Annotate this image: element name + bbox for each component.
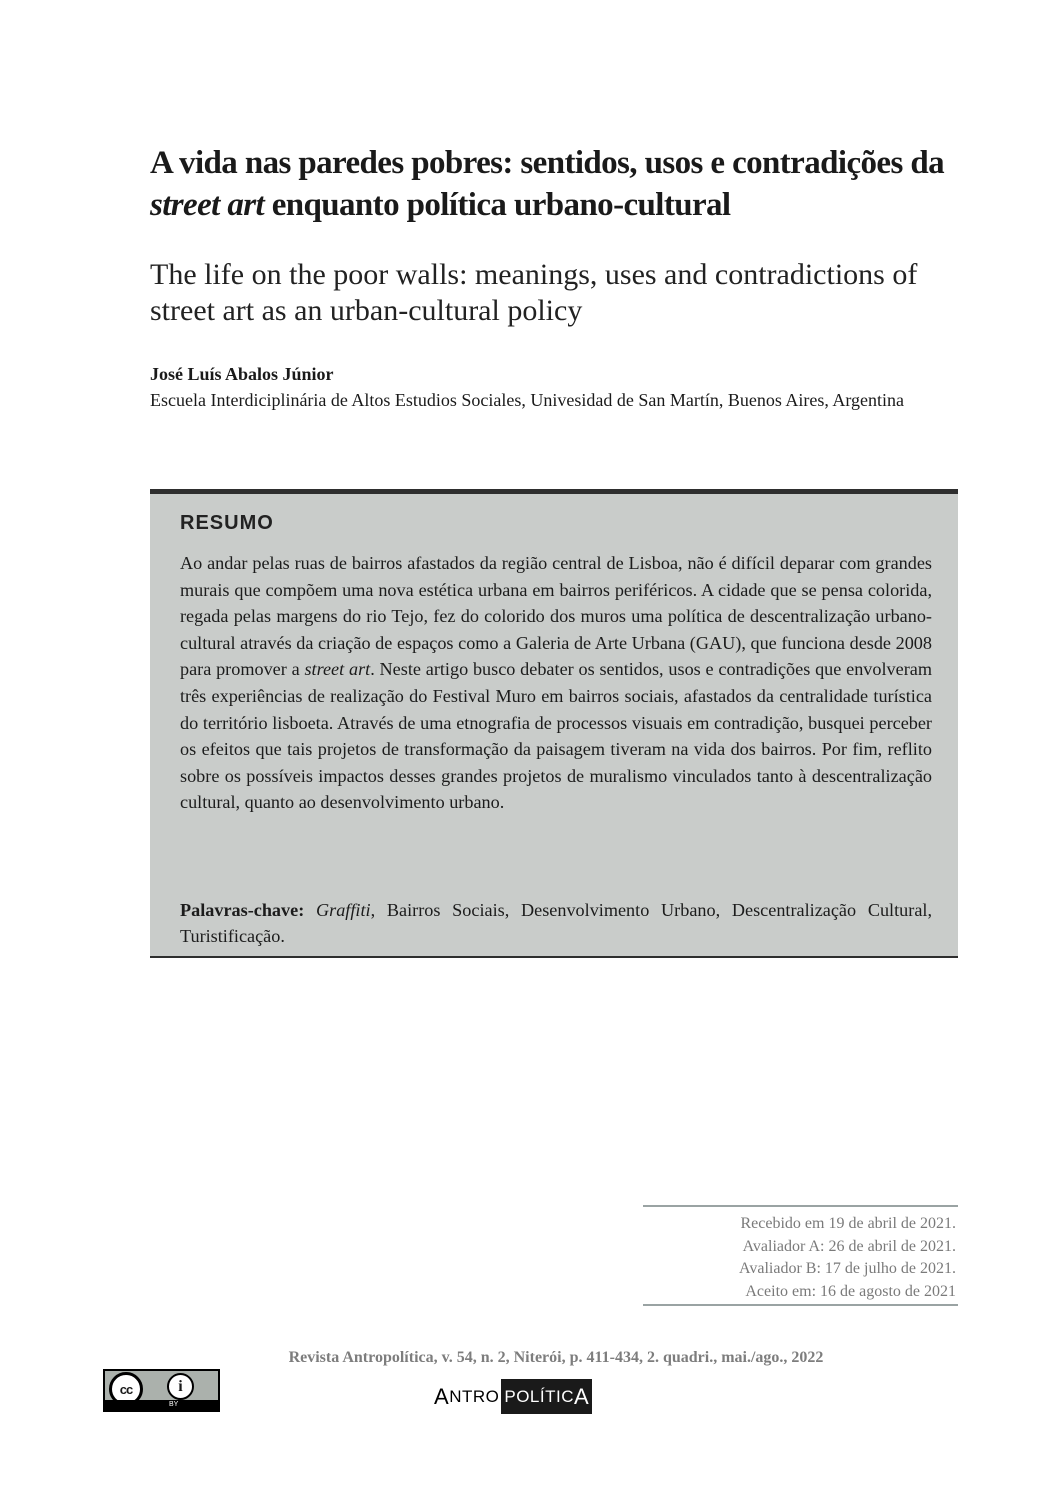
abstract-box bbox=[150, 489, 958, 958]
keywords-rest: , Bairros Sociais, Desenvolvimento Urbano, Descentralização Cultural, Turistificação. bbox=[180, 900, 932, 946]
date-received: Recebido em 19 de abril de 2021. bbox=[740, 1215, 956, 1232]
antropolitica-logo bbox=[432, 1379, 592, 1414]
abstract-text-part2: . Neste artigo busco debater os sentidos, usos e contradições que envolveram três experiências de realização do Festival Muro em bairros sociais, afastados da centralidade turística do território lisboeta. Através de uma etnografia de processos visuais em contradição, busquei perceber os efeitos que tais projetos de transformação da paisagem tiveram na vida dos bairros. Por fim, reflito sobre os possíveis impactos desses grandes projetos de muralismo vinculados tanto à descentralização cultural, quanto ao desenvolvimento urbano. bbox=[180, 659, 932, 813]
article-title-english: The life on the poor walls: meanings, uses and contradictions of street art as an urban-cultural policy bbox=[150, 258, 918, 327]
title-pt-italic: street art bbox=[150, 187, 265, 223]
by-label: BY bbox=[169, 1401, 179, 1408]
keywords bbox=[180, 897, 932, 949]
keywords-label: Palavras-chave: bbox=[180, 900, 305, 920]
abstract-text-italic: street art bbox=[304, 659, 371, 680]
logo-politica-big: A bbox=[573, 1383, 590, 1409]
article-title-portuguese bbox=[150, 142, 960, 226]
cc-icon-label: cc bbox=[119, 1381, 133, 1397]
abstract-text-part1: Ao andar pelas ruas de bairros afastados da região central de Lisboa, não é difícil deparar com grandes murais que compõem uma nova estética urbana em bairros periféricos. A cidade que se pensa colorida, regada pelas margens do rio Tejo, fez do colorido dos muros uma política de descentralização urbano-cultural através da criação de espaços como a Galeria de Arte Urbana (GAU), que funciona desde 2008 para promover a bbox=[180, 553, 932, 680]
author-affiliation: Escuela Interdiciplinária de Altos Estudios Sociales, Univesidad de San Martín, Buenos Aires, Argentina bbox=[150, 390, 905, 410]
attribution-icon-symbol: i bbox=[178, 1377, 183, 1395]
logo-part-antro bbox=[432, 1379, 501, 1414]
logo-politica-small: POLÍTIC bbox=[504, 1386, 574, 1406]
submission-dates bbox=[643, 1205, 958, 1306]
abstract-text bbox=[180, 550, 932, 816]
date-reviewer-a: Avaliador A: 26 de abril de 2021. bbox=[742, 1237, 956, 1255]
keywords-italic: Graffiti bbox=[316, 900, 371, 920]
logo-part-politica bbox=[501, 1379, 592, 1414]
author-name: José Luís Abalos Júnior bbox=[150, 364, 334, 384]
date-reviewer-b: Avaliador B: 17 de julho de 2021. bbox=[739, 1260, 956, 1277]
badge-bar bbox=[105, 1400, 218, 1410]
title-pt-part1: A vida nas paredes pobres: sentidos, usos e contradições da bbox=[150, 145, 944, 181]
date-accepted: Aceito em: 16 de agosto de 2021 bbox=[745, 1282, 956, 1300]
abstract-heading: RESUMO bbox=[180, 512, 274, 534]
attribution-icon bbox=[167, 1373, 194, 1400]
title-pt-part2: enquanto política urbano-cultural bbox=[264, 187, 731, 223]
cc-by-license-badge[interactable] bbox=[103, 1369, 220, 1412]
logo-antro-small: NTRO bbox=[449, 1386, 500, 1406]
logo-antro-big: A bbox=[434, 1383, 450, 1409]
journal-citation: Revista Antropolítica, v. 54, n. 2, Niterói, p. 411-434, 2. quadri., mai./ago., 2022 bbox=[288, 1349, 824, 1366]
